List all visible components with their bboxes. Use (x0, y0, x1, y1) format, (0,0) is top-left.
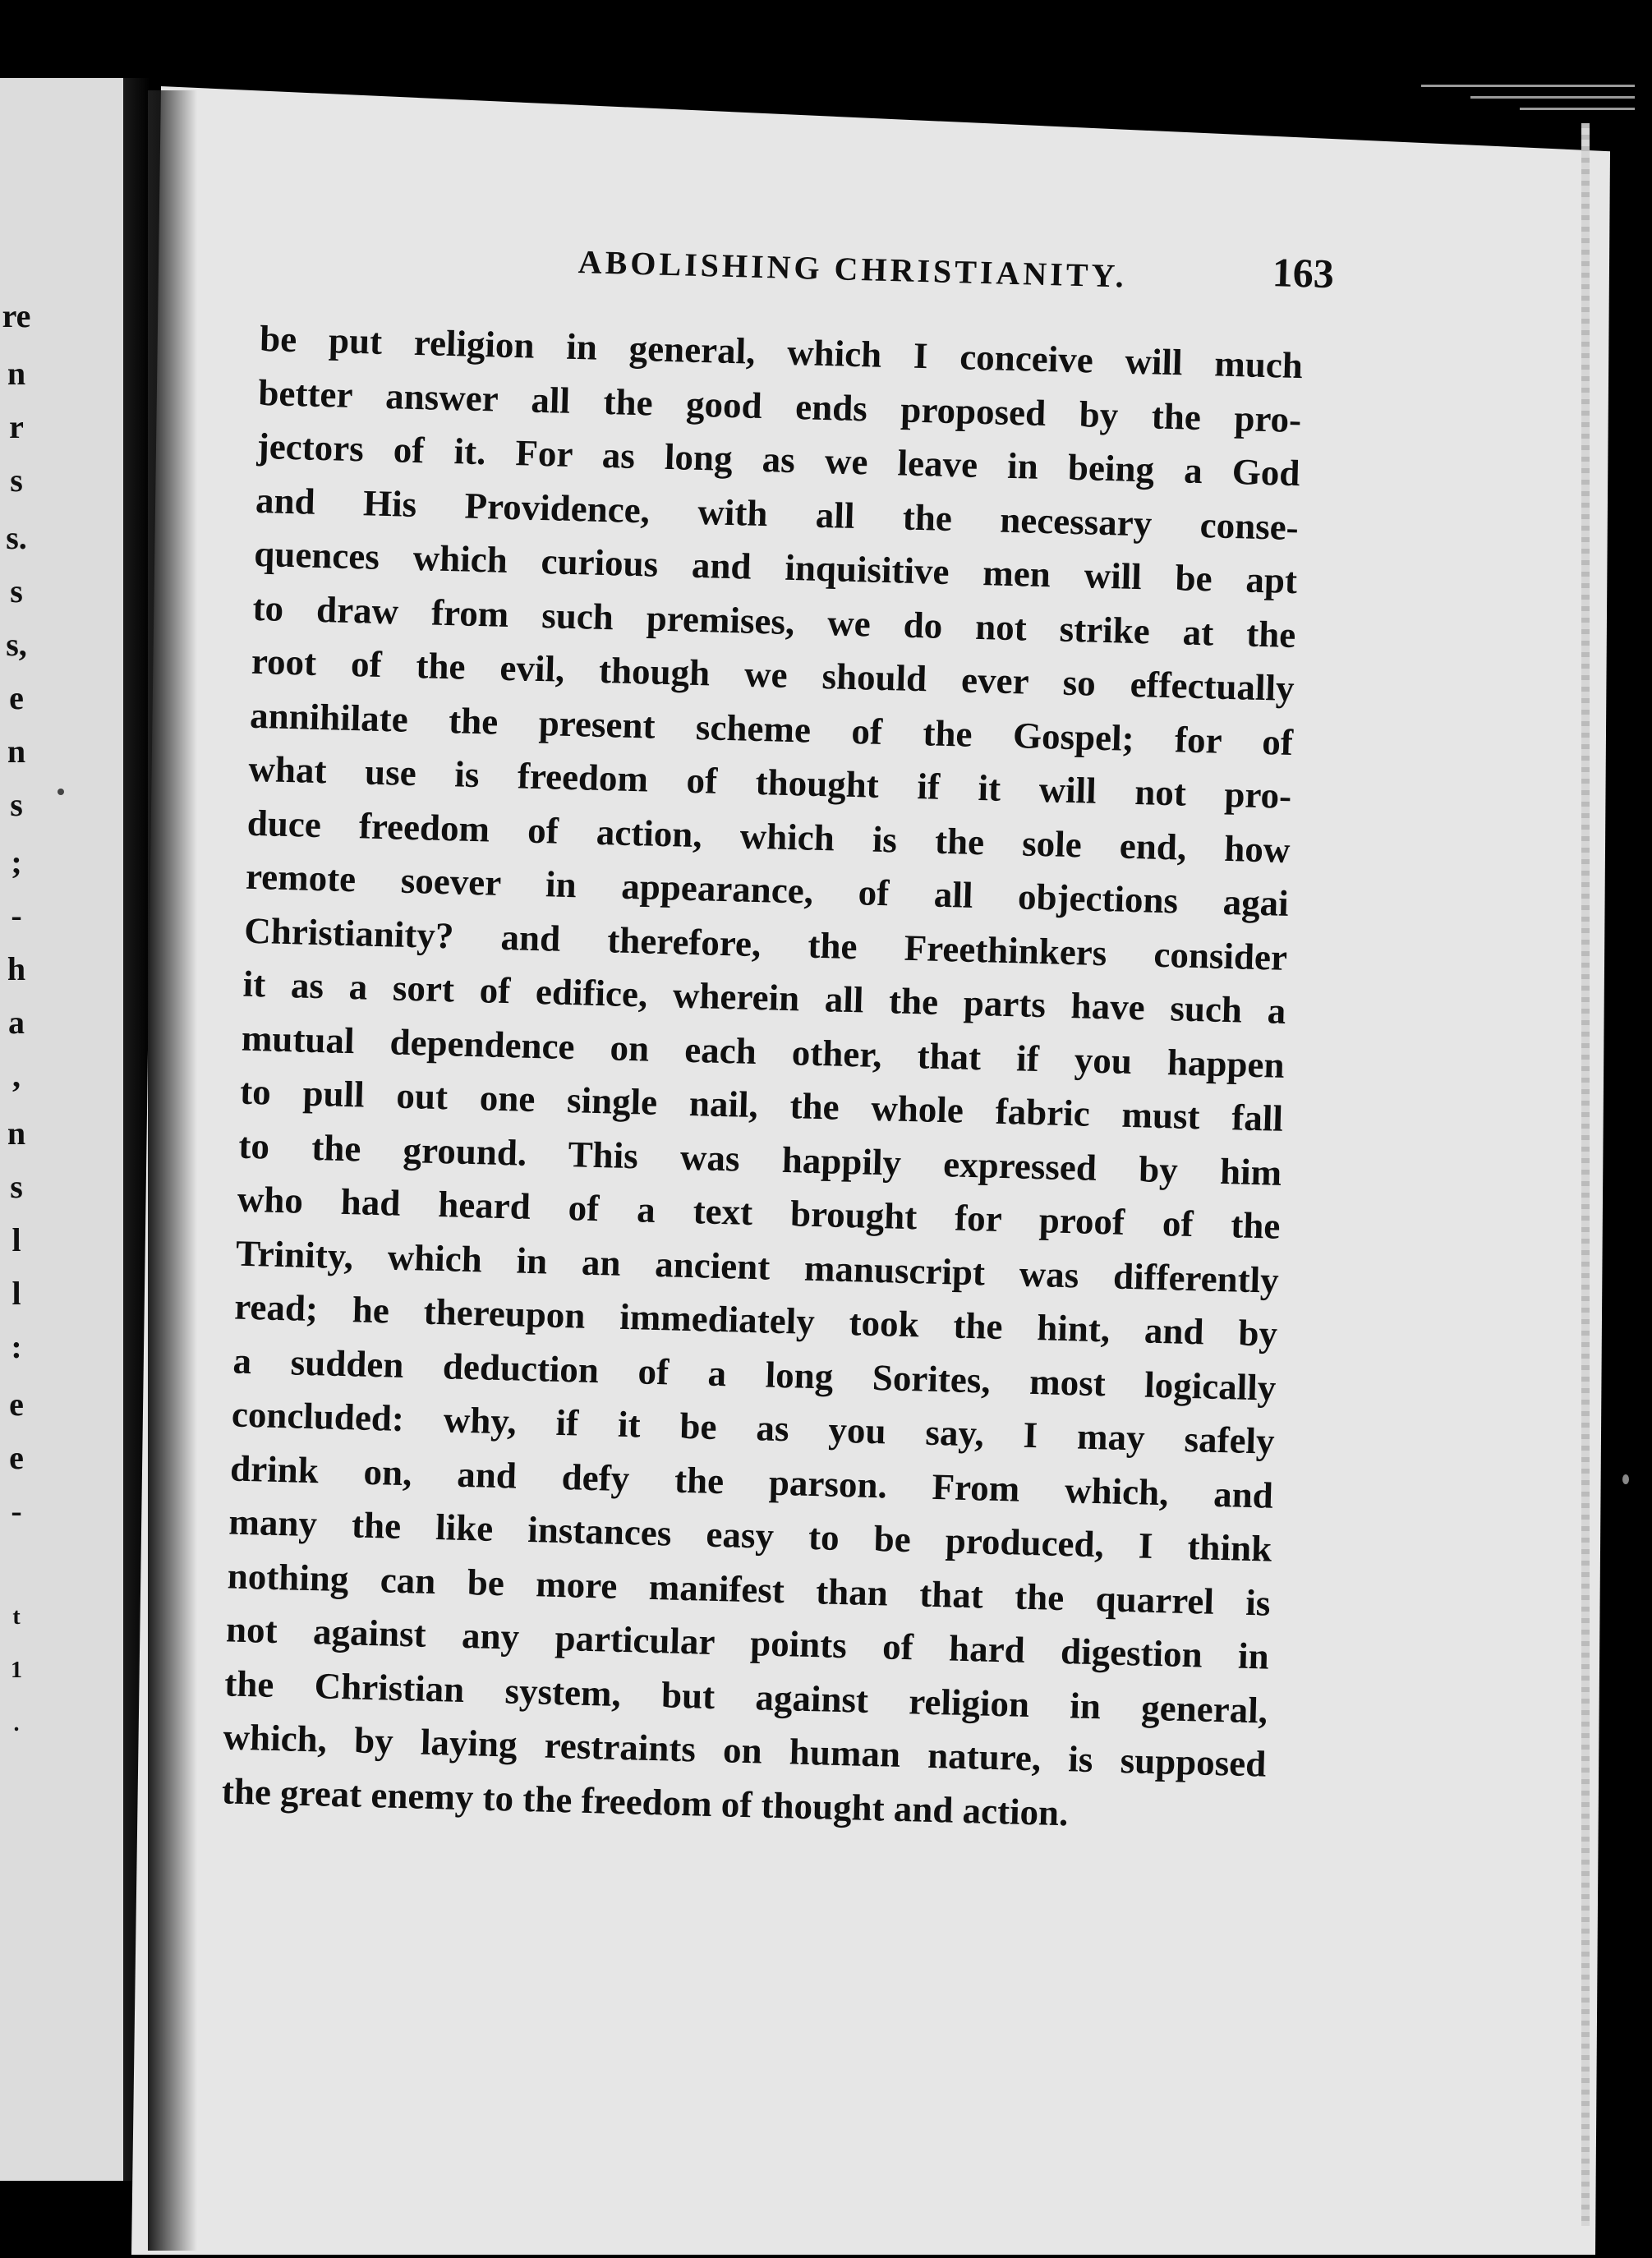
page-text-block (221, 222, 1338, 1846)
left-page (0, 78, 123, 2181)
left-page-fragment: t (12, 1604, 21, 1630)
left-page-fragment: n (7, 355, 26, 392)
left-page-fragment: , (12, 1057, 21, 1094)
running-head-title: ABOLISHING CHRISTIANITY. (578, 243, 1128, 295)
text-line: quences which curious and inquisitive men will be apt (253, 532, 1298, 602)
page-edge-line (1520, 108, 1635, 110)
text-line: what use is freedom of thought if it will not pro- (247, 747, 1292, 817)
left-page-fragment: e (9, 1439, 24, 1476)
text-line: to pull out one single nail, the whole fabric must fall (239, 1070, 1284, 1139)
text-line: read; he thereupon immediately took the hint, and by (233, 1285, 1278, 1354)
text-line: concluded: why, if it be as you say, I may safely (231, 1393, 1276, 1462)
left-page-fragment: - (11, 897, 22, 934)
text-line: who had heard of a text brought for proof of the (237, 1178, 1282, 1247)
text-line: better answer all the good ends proposed by the pro- (257, 371, 1302, 440)
text-line: it as a sort of edifice, wherein all the parts have such a (242, 963, 1286, 1032)
text-line: the great enemy to the freedom of thought and action. (221, 1769, 1070, 1833)
text-line: many the like instances easy to be produced, I think (228, 1501, 1272, 1570)
left-page-fragment: h (7, 950, 26, 987)
text-line: the Christian system, but against religion in general, (223, 1662, 1268, 1731)
page-fore-edge (1581, 123, 1590, 2226)
left-page-fragment: l (12, 1275, 21, 1312)
text-line: drink on, and defy the parson. From which, and (229, 1446, 1274, 1516)
left-page-fragment: s (10, 1168, 23, 1205)
text-line: nothing can be more manifest than that the quarrel is (227, 1554, 1272, 1624)
left-page-fragment: - (11, 1492, 22, 1529)
text-line: not against any particular points of hard digestion in (225, 1608, 1270, 1677)
left-page-fragment: n (7, 1115, 26, 1152)
page-edge-line (1470, 96, 1635, 99)
left-page-fragment: s (10, 573, 23, 609)
text-line: and His Providence, with all the necessary conse- (255, 479, 1300, 548)
left-page-fragment: re (2, 297, 31, 334)
page-number: 163 (1272, 249, 1335, 297)
text-line: annihilate the present scheme of the Gospel; for of (249, 694, 1294, 763)
left-page-fragment: r (9, 408, 24, 445)
left-page-fragment: . (13, 1711, 20, 1736)
left-page-fragment: l (12, 1221, 21, 1258)
left-page-fragment: s (10, 462, 23, 499)
left-page-fragment: s, (6, 626, 27, 663)
page-edge-line (1421, 85, 1635, 87)
text-line: which, by laying restraints on human nature, is supposed (223, 1716, 1267, 1785)
text-line: a sudden deduction of a long Sorites, most logically (232, 1340, 1277, 1409)
margin-speck (1622, 1474, 1629, 1484)
left-page-fragment: 1 (11, 1658, 22, 1683)
text-line: to the ground. This was happily expressed by him (237, 1124, 1282, 1193)
text-line: mutual dependence on each other, that if you happen (241, 1017, 1286, 1086)
left-page-fragment: n (7, 733, 26, 770)
text-line: remote soever in appearance, of all objections agai (245, 855, 1290, 924)
body-paragraph (221, 312, 1337, 1846)
text-line: Trinity, which in an ancient manuscript was differently (235, 1232, 1280, 1301)
text-line: Christianity? and therefore, the Freethinkers consider (243, 909, 1288, 978)
text-line: be put religion in general, which I conceive will much (259, 317, 1304, 387)
left-page-fragment: ; (11, 844, 22, 881)
left-page-fragment: e (9, 679, 24, 716)
page-curve-shadow (148, 90, 197, 2251)
left-page-fragment: s. (6, 519, 27, 556)
text-line: to draw from such premises, we do not strike at the (252, 586, 1296, 655)
left-page-fragment: : (11, 1328, 22, 1365)
text-line: root of the evil, though we should ever so effectually (251, 640, 1295, 710)
gutter-speck (58, 789, 64, 795)
left-page-fragment: a (8, 1004, 25, 1041)
text-line: jectors of it. For as long as we leave in being a God (256, 425, 1301, 494)
left-page-fragment: e (9, 1386, 24, 1423)
text-line: duce freedom of action, which is the sole end, how (246, 802, 1291, 871)
left-page-fragment: s (10, 786, 23, 823)
